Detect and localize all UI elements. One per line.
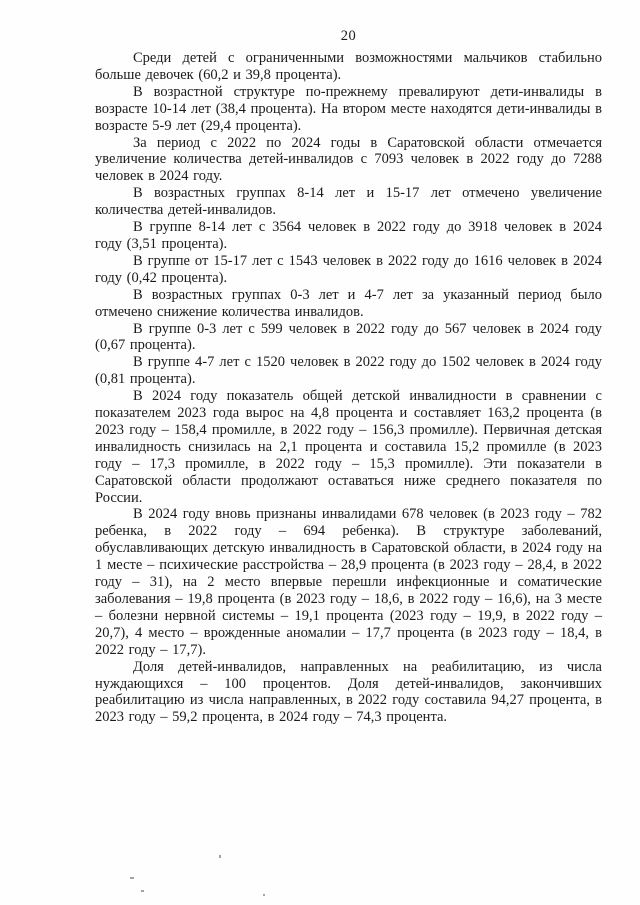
paragraph-group-8-14: В группе 8-14 лет с 3564 человек в 2022 году до 3918 человек в 2024 году (3,51 процента). bbox=[95, 219, 602, 252]
paragraph-rehabilitation: Доля детей-инвалидов, направленных на реабилитацию, из числа нуждающихся – 100 процентов. Доля детей-инвалидов, закончивших реабилитацию из числа направленных, в 2022 году составила 94,27 процента, в 2023 году – 59,2 процента, в 2024 году – 74,3 процента. bbox=[95, 658, 602, 726]
page-number: 20 bbox=[340, 28, 357, 44]
paragraph-period-2022-2024: За период с 2022 по 2024 годы в Саратовской области отмечается увеличение количества детей-инвалидов с 7093 человек в 2022 году до 7288 человек в 2024 году. bbox=[95, 134, 602, 185]
scan-artifact bbox=[219, 855, 221, 858]
paragraph-age-groups-increase: В возрастных группах 8-14 лет и 15-17 лет отмечено увеличение количества детей-инвалидов. bbox=[95, 185, 602, 219]
paragraph-age-groups-decrease: В возрастных группах 0-3 лет и 4-7 лет за указанный период было отмечено снижение количества инвалидов. bbox=[95, 286, 602, 320]
paragraph-gender-ratio: Среди детей с ограниченными возможностями мальчиков стабильно больше девочек (60,2 и 39,8 процента). bbox=[95, 50, 602, 83]
paragraph-group-4-7: В группе 4-7 лет с 1520 человек в 2022 году до 1502 человек в 2024 году (0,81 процента). bbox=[95, 354, 602, 388]
paragraph-disease-structure: В 2024 году вновь признаны инвалидами 678 человек (в 2023 году – 782 ребенка, в 2022 году – 694 ребенка). В структуре заболеваний, обуславливающих детскую инвалидность в Саратовской области, в 2024 году на 1 месте – психические расстройства – 28,9 процента (в 2023 году – 28,4, в 2022 году – 31), на 2 место впервые перешли инфекционные и соматические заболевания – 19,8 процента (в 2023 году – 18,6, в 2022 году – 16,6), на 3 месте – болезни нервной системы – 19,1 процента (2023 году – 19,9, в 2022 году – 20,7), 4 место – врожденные аномалии – 17,7 процента (в 2023 году – 18,4, в 2022 году – 17,7). bbox=[95, 506, 602, 658]
paragraph-disability-indicator: В 2024 году показатель общей детской инвалидности в сравнении с показателем 2023 года вырос на 4,8 процента и составляет 163,2 процента (в 2023 году – 158,4 промилле, в 2022 году – 156,3 промилле). Первичная детская инвалидность снизилась на 2,1 процента и составила 15,2 промилле (в 2023 году – 17,3 промилле, в 2022 году – 15,3 промилле). Эти показатели в Саратовской области продолжают оставаться ниже среднего показателя по России. bbox=[95, 388, 602, 506]
paragraph-group-15-17: В группе от 15-17 лет с 1543 человек в 2022 году до 1616 человек в 2024 году (0,42 процента). bbox=[95, 252, 602, 286]
scan-artifact bbox=[263, 894, 265, 896]
scan-artifact bbox=[130, 877, 134, 879]
page-content bbox=[95, 50, 602, 726]
paragraph-age-structure: В возрастной структуре по-прежнему превалируют дети-инвалиды в возрасте 10-14 лет (38,4 процента). На втором месте находятся дети-инвалиды в возрасте 5-9 лет (29,4 процента). bbox=[95, 83, 602, 134]
scan-artifact bbox=[141, 890, 144, 892]
paragraph-group-0-3: В группе 0-3 лет с 599 человек в 2022 году до 567 человек в 2024 году (0,67 процента). bbox=[95, 320, 602, 354]
